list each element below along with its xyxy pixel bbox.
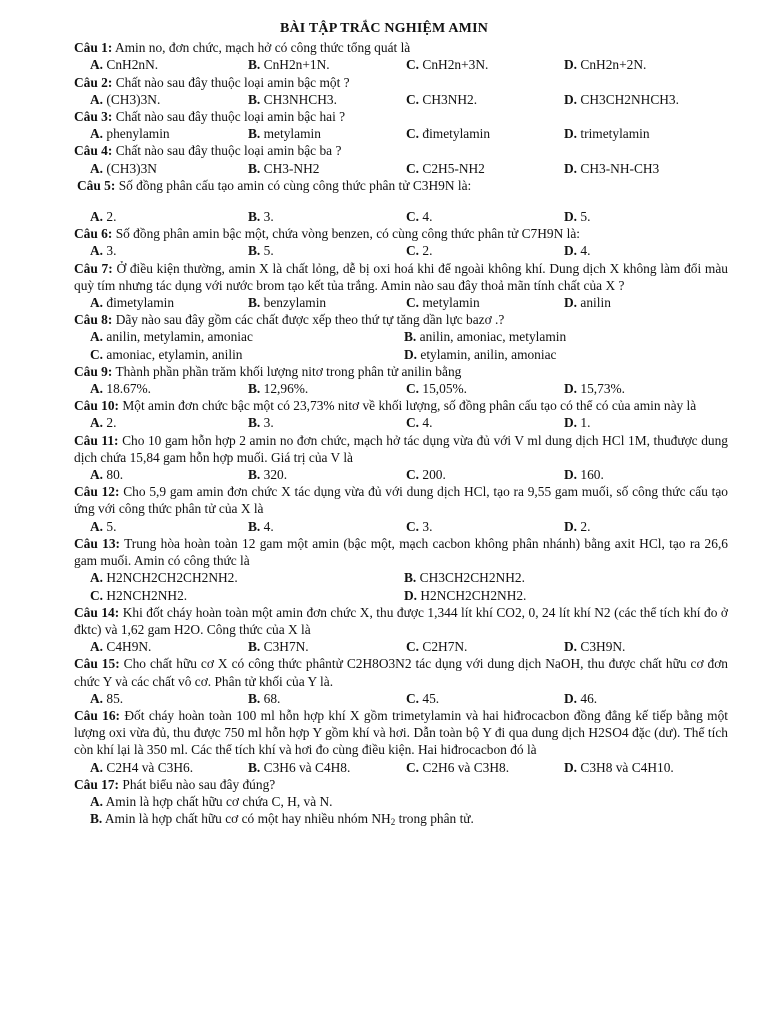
option-c[interactable]: C. 4.: [406, 209, 433, 225]
option-d[interactable]: D. CH3CH2NHCH3.: [564, 91, 679, 107]
options-row: [74, 91, 728, 108]
options-row: [74, 56, 728, 73]
question-text: Chất nào sau đây thuộc loại amin bậc một ?: [115, 74, 350, 90]
option-c[interactable]: C. C2H6 và C3H8.: [406, 759, 510, 775]
subscript: 2: [390, 817, 396, 828]
question-4: [0, 142, 768, 176]
question-label: Câu 13:: [74, 535, 120, 551]
option-a[interactable]: A. H2NCH2CH2CH2NH2.: [90, 570, 238, 586]
question-7: [0, 260, 768, 312]
question-text: Chất nào sau đây thuộc loại amin bậc hai ?: [115, 109, 346, 125]
option-a[interactable]: A. C4H9N.: [90, 639, 152, 655]
question-text: Thành phần phần trăm khối lượng nitơ trong phân tử anilin bằng: [115, 363, 462, 379]
option-d[interactable]: D. 5.: [564, 209, 591, 225]
option-d[interactable]: D. etylamin, anilin, amoniac: [404, 346, 557, 362]
question-6: [0, 225, 768, 259]
option-b[interactable]: B. C3H7N.: [248, 639, 309, 655]
question-16: [0, 707, 768, 776]
option-b[interactable]: B. 3.: [248, 209, 274, 225]
option-b[interactable]: B. 68.: [248, 690, 281, 706]
option-d[interactable]: D. CH3-NH-CH3: [564, 160, 660, 176]
question-17: [0, 776, 768, 828]
options-row: [74, 414, 728, 431]
option-b[interactable]: B. C3H6 và C4H8.: [248, 759, 351, 775]
question-label: Câu 14:: [74, 604, 120, 620]
option-a[interactable]: A. CnH2nN.: [90, 57, 159, 73]
option-d[interactable]: D. C3H9N.: [564, 639, 626, 655]
question-label: Câu 5:: [77, 177, 116, 193]
option-a[interactable]: A. 2.: [90, 209, 117, 225]
question-11: [0, 432, 768, 484]
option-d[interactable]: D. anilin: [564, 295, 611, 311]
option-b[interactable]: B. CH3NHCH3.: [248, 91, 337, 107]
question-label: Câu 3:: [74, 109, 113, 125]
option-a[interactable]: A. 3.: [90, 243, 117, 259]
option-c[interactable]: C. 2.: [406, 243, 433, 259]
question-label: Câu 1:: [74, 40, 113, 56]
option-d[interactable]: D. 15,73%.: [564, 381, 626, 397]
options-grid: [74, 569, 728, 603]
option-c[interactable]: C. đimetylamin: [406, 126, 491, 142]
options-row: [74, 125, 728, 142]
option-a[interactable]: A. đimetylamin: [90, 295, 175, 311]
option-a[interactable]: A. 5.: [90, 518, 117, 534]
option-b[interactable]: B. 5.: [248, 243, 274, 259]
option-d[interactable]: D. trimetylamin: [564, 126, 650, 142]
option-a[interactable]: A. 18.67%.: [90, 381, 152, 397]
option-a[interactable]: A. Amin là hợp chất hữu cơ chứa C, H, và N.: [90, 793, 333, 809]
option-c[interactable]: C. 15,05%.: [406, 381, 468, 397]
option-c[interactable]: C. 4.: [406, 415, 433, 431]
question-8: [0, 311, 768, 363]
options-row: [74, 759, 728, 776]
option-a[interactable]: A. C2H4 và C3H6.: [90, 759, 194, 775]
question-14: [0, 604, 768, 656]
question-text: Chất nào sau đây thuộc loại amin bậc ba ?: [115, 143, 342, 159]
option-b[interactable]: B. 320.: [248, 467, 288, 483]
option-a[interactable]: A. 2.: [90, 415, 117, 431]
options-row: [74, 380, 728, 397]
option-c[interactable]: C. C2H7N.: [406, 639, 468, 655]
option-d[interactable]: D. C3H8 và C4H10.: [564, 759, 674, 775]
question-text: Trung hòa hoàn toàn 12 gam một amin (bậc một, mạch cacbon không phân nhánh) bằng axit HCl, tạo ra 26,6 gam muối. Amin có công thức là: [74, 535, 728, 569]
question-text: Cho 5,9 gam amin đơn chức X tác dụng vừa đủ với dung dịch HCl, tạo ra 9,55 gam muối, số công thức cấu tạo ứng với công thức phân tử của X là: [74, 484, 728, 517]
question-label: Câu 16:: [74, 707, 121, 723]
option-a[interactable]: A. (CH3)3N.: [90, 91, 161, 107]
question-label: Câu 8:: [74, 312, 113, 328]
option-a[interactable]: A. anilin, metylamin, amoniac: [90, 329, 253, 345]
question-13: [0, 535, 768, 604]
question-label: Câu 15:: [74, 656, 120, 672]
question-text: Amin no, đơn chức, mạch hở có công thức tổng quát là: [114, 40, 411, 56]
option-c[interactable]: C. metylamin: [406, 295, 480, 311]
option-c[interactable]: C. 200.: [406, 467, 446, 483]
options-row: [74, 160, 728, 177]
option-b[interactable]: B. benzylamin: [248, 295, 327, 311]
question-label: Câu 17:: [74, 776, 120, 792]
question-text: Số đồng phân amin bậc một, chứa vòng benzen, có cùng công thức phân tử C7H9N là:: [115, 226, 580, 242]
option-d[interactable]: D. 4.: [564, 243, 591, 259]
option-c[interactable]: C. H2NCH2NH2.: [90, 587, 188, 603]
option-c[interactable]: C. CH3NH2.: [406, 91, 478, 107]
question-text: Phát biểu nào sau đây đúng?: [122, 776, 276, 792]
option-b[interactable]: B. CH3CH2CH2NH2.: [404, 570, 525, 586]
option-c[interactable]: C. 3.: [406, 518, 433, 534]
question-5-options: [0, 208, 768, 225]
option-c[interactable]: C. CnH2n+3N.: [406, 57, 489, 73]
question-text: Cho chất hữu cơ X có công thức phântử C2H8O3N2 tác dụng với dung dịch NaOH, thu được chất hữu cơ đơn chức Y và các chất vô cơ. Phân tử khối của Y là.: [74, 656, 728, 689]
option-c[interactable]: C. amoniac, etylamin, anilin: [90, 346, 243, 362]
question-label: Câu 9:: [74, 363, 113, 379]
question-label: Câu 7:: [74, 260, 113, 276]
page-title: BÀI TẬP TRẮC NGHIỆM AMIN: [279, 21, 489, 36]
option-b[interactable]: B. 12,96%.: [248, 381, 309, 397]
question-label: Câu 6:: [74, 226, 113, 242]
option-c[interactable]: C. C2H5-NH2: [406, 160, 485, 176]
option-b[interactable]: B. CnH2n+1N.: [248, 57, 330, 73]
option-d[interactable]: D. H2NCH2CH2NH2.: [404, 587, 527, 603]
question-text: Dãy nào sau đây gồm các chất được xếp theo thứ tự tăng dần lực bazơ .?: [115, 312, 505, 328]
options-row: [74, 294, 728, 311]
question-10: [0, 397, 768, 431]
question-5: [0, 177, 768, 194]
option-a[interactable]: A. (CH3)3N: [90, 160, 157, 176]
option-b[interactable]: B. 3.: [248, 415, 274, 431]
options-row: [74, 466, 728, 483]
options-row: [74, 242, 728, 259]
question-text: Số đồng phân cấu tạo amin có cùng công thức phân tử C3H9N là:: [118, 177, 472, 193]
option-b[interactable]: B. CH3-NH2: [248, 160, 320, 176]
option-b[interactable]: B. metylamin: [248, 126, 321, 142]
spacer: [0, 194, 768, 208]
option-d[interactable]: D. 160.: [564, 467, 604, 483]
option-d[interactable]: D. CnH2n+2N.: [564, 57, 647, 73]
option-b[interactable]: B. Amin là hợp chất hữu cơ có một hay nhiều nhóm $NH_2$ trong phân tử.: [90, 811, 474, 828]
option-d[interactable]: D. 2.: [564, 518, 591, 534]
question-text: Khi đốt cháy hoàn toàn một amin đơn chức X, thu được 1,344 lít khí CO2, 0, 24 lít khí N2 (các thể tích khí đo ở đktc) và 1,62 gam H2O. Công thức của X là: [74, 604, 728, 637]
question-2: [0, 74, 768, 108]
question-text: Một amin đơn chức bậc một có 23,73% nitơ về khối lượng, số đồng phân cấu tạo có thể có của amin này là: [122, 398, 697, 414]
option-a[interactable]: A. 80.: [90, 467, 124, 483]
question-label: Câu 12:: [74, 484, 120, 500]
options-row: [74, 518, 728, 535]
option-a[interactable]: A. 85.: [90, 690, 124, 706]
question-3: [0, 108, 768, 142]
question-9: [0, 363, 768, 397]
question-label: Câu 11:: [74, 432, 119, 448]
question-12: [0, 483, 768, 535]
question-text: Ở điều kiện thường, amin X là chất lỏng, dễ bị oxi hoá khi để ngoài không khí. Dung dịch X không làm đổi màu quỳ tím nhưng tác dụng với nước brom tạo kết tủa trắng. Amin nào sau đây thoả mãn tính chất của X ?: [74, 260, 728, 293]
option-a[interactable]: A. phenylamin: [90, 126, 170, 142]
options-grid: [74, 328, 728, 362]
question-15: [0, 655, 768, 707]
question-1: [0, 39, 768, 73]
question-text: Cho 10 gam hỗn hợp 2 amin no đơn chức, mạch hở tác dụng vừa đủ với V ml dung dịch HCl 1M, thuđược dung dịch chứa 15,84 gam hỗn hợp muối. Giá trị của V là: [74, 432, 728, 465]
question-label: Câu 4:: [74, 143, 113, 159]
question-label: Câu 10:: [74, 398, 120, 414]
question-text: Đốt cháy hoàn toàn 100 ml hỗn hợp khí X gồm trimetylamin và hai hiđrocacbon đồng đẳng kế tiếp bằng một lượng oxi vừa đủ, thu được 750 ml hỗn hợp Y gồm khí và hơi. Dẫn toàn bộ Y đi qua dung dịch H2SO4 đặc (dư). Thể tích còn khí lại là 350 ml. Các thể tích khí và hơi đo cùng điều kiện. Hai hiđrocacbon đó là: [74, 707, 728, 758]
option-b[interactable]: B. 4.: [248, 518, 274, 534]
question-label: Câu 2:: [74, 74, 113, 90]
options-row: [74, 690, 728, 707]
option-d[interactable]: D. 1.: [564, 415, 591, 431]
options-row: [74, 208, 728, 225]
options-row: [74, 638, 728, 655]
option-c[interactable]: C. 45.: [406, 690, 440, 706]
option-b[interactable]: B. anilin, amoniac, metylamin: [404, 329, 567, 345]
option-d[interactable]: D. 46.: [564, 690, 598, 706]
